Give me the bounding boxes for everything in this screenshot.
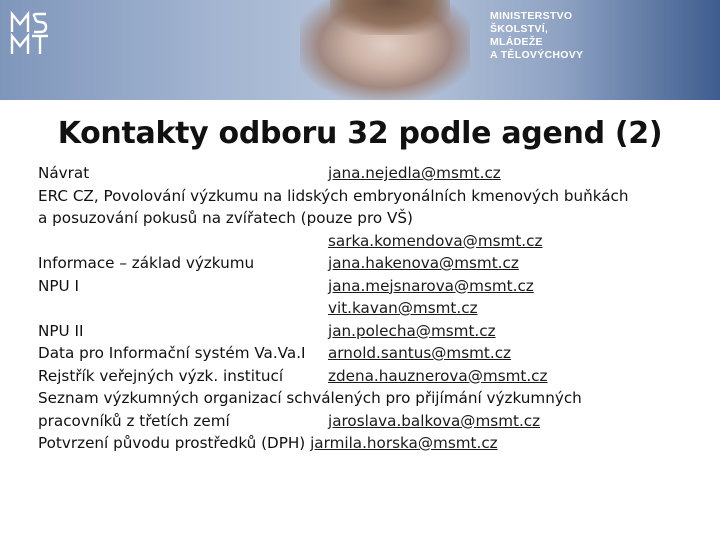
list-item [38, 230, 708, 253]
list-item [38, 410, 708, 433]
list-item [38, 162, 708, 185]
list-item [38, 432, 708, 455]
agenda-label: Seznam výzkumných organizací schválených pro přijímání výzkumných [38, 389, 582, 407]
agenda-label: NPU I [38, 276, 79, 295]
email-link[interactable]: jana.mejsnarova@msmt.cz [328, 276, 534, 295]
list-item [38, 252, 708, 275]
list-item [38, 275, 708, 298]
agenda-label: ERC CZ, Povolování výzkumu na lidských embryonálních kmenových buňkách [38, 186, 629, 205]
email-link[interactable]: sarka.komendova@msmt.cz [328, 231, 543, 250]
contacts-list [38, 162, 708, 455]
email-link[interactable]: arnold.santus@msmt.cz [328, 344, 512, 362]
ministry-line: ŠKOLSTVÍ, [490, 23, 549, 35]
slide-title: Kontakty odboru 32 podle agend (2) [57, 116, 663, 151]
email-link[interactable]: jan.polecha@msmt.cz [328, 321, 496, 340]
list-item [38, 365, 708, 388]
agenda-label: Data pro Informační systém Va.Va.I [38, 344, 306, 362]
agenda-label: Potvrzení původu prostředků (DPH) [38, 434, 306, 452]
ministry-line: MINISTERSTVO [490, 10, 573, 22]
list-item [38, 320, 708, 343]
email-link[interactable]: jaroslava.balkova@msmt.cz [328, 411, 541, 430]
agenda-label: NPU II [38, 321, 84, 340]
msmt-logo [8, 8, 66, 58]
list-item [38, 185, 708, 208]
ministry-line: MLÁDEŽE [490, 36, 543, 48]
ministry-name [490, 10, 583, 62]
agenda-label: pracovníků z třetích zemí [38, 411, 230, 430]
email-link[interactable]: jarmila.horska@msmt.cz [310, 434, 498, 452]
list-item [38, 387, 708, 410]
list-item [38, 342, 708, 365]
agenda-label: a posuzování pokusů na zvířatech (pouze pro VŠ) [38, 209, 413, 227]
banner-photo-detail [330, 0, 450, 35]
list-item [38, 297, 708, 320]
email-link[interactable]: jana.nejedla@msmt.cz [328, 164, 501, 182]
agenda-label: Rejstřík veřejných výzk. institucí [38, 366, 284, 385]
email-link[interactable]: zdena.hauznerova@msmt.cz [328, 366, 548, 385]
email-link[interactable]: vit.kavan@msmt.cz [328, 299, 478, 317]
header-banner [0, 0, 720, 100]
agenda-label: Návrat [38, 164, 90, 182]
msmt-logo-icon [8, 8, 66, 58]
agenda-label: Informace – základ výzkumu [38, 254, 255, 272]
list-item [38, 207, 708, 230]
email-link[interactable]: jana.hakenova@msmt.cz [328, 254, 519, 272]
ministry-line: A TĚLOVÝCHOVY [490, 49, 584, 61]
